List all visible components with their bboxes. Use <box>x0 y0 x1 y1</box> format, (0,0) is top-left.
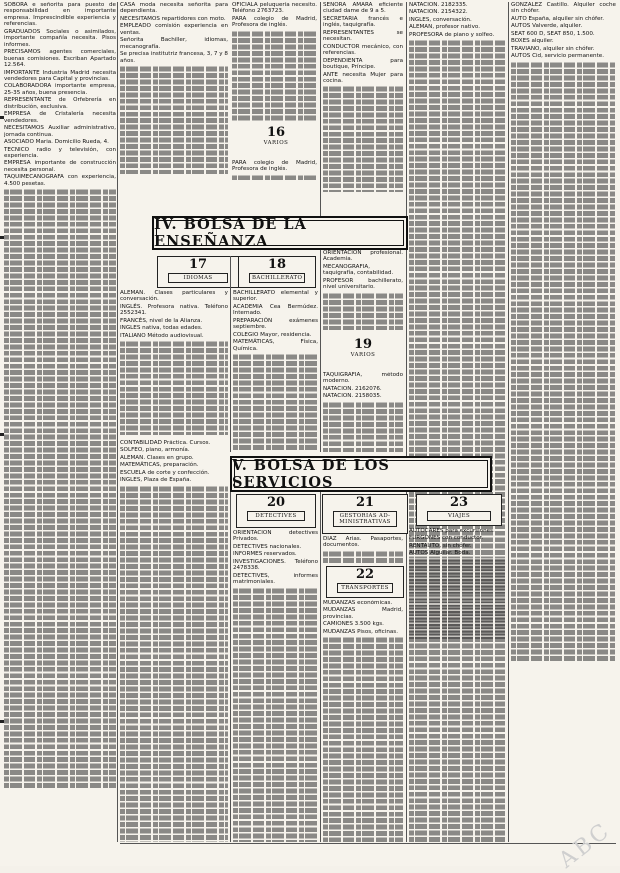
section-number: 16 <box>266 125 286 140</box>
list-item: DEPENDIENTA para boutique, Príncipe. <box>323 57 403 71</box>
list-item: TAQUIGRAFIA, método moderno. <box>323 372 403 385</box>
list-item: MATEMÁTICAS, preparación. <box>120 462 199 469</box>
list-item: ANTE necesita Mujer para cocina. <box>323 71 403 84</box>
list-item: ALEMAN, profesor nativo. <box>409 24 480 31</box>
section-19-header <box>328 338 398 368</box>
column-ensenanza-4 <box>120 440 228 842</box>
abc-watermark: ABC <box>554 817 616 873</box>
column-ensenanza-3 <box>323 250 403 330</box>
list-item: ORIENTACION detectives Privados. <box>233 530 318 543</box>
list-item: SOLFEO, piano, armonía. <box>120 447 190 454</box>
column-divider <box>508 2 509 842</box>
list-item: INFORMES reservados. <box>233 551 297 558</box>
list-item: CASA moda necesita señorita para dependienta. <box>120 2 228 15</box>
list-item: ALEMAN. Clases en grupo. <box>120 454 194 461</box>
section-number: 21 <box>355 495 375 510</box>
section-label: VARIOS <box>263 140 289 146</box>
list-item: AUTO España, alquiler sin chófer. <box>511 15 604 22</box>
section-label: DETECTIVES <box>247 511 305 521</box>
list-item: NECESITAMOS repartidores con moto. <box>120 15 226 22</box>
list-item: REPRESENTANTES se necesitan. <box>323 29 403 43</box>
list-item: NATACION. 2154322. <box>409 9 468 16</box>
list-item: IMPORTANTE Industria Madrid necesita vendedores para Capital y provincias. <box>4 69 116 82</box>
section-18-header <box>238 256 316 288</box>
column-6 <box>511 2 616 822</box>
list-item: ALEMÁN. Clases particulares y conversación. <box>120 290 228 303</box>
list-item: COLABORADORA importante empresa, 25-35 años, buena presencia. <box>4 83 116 96</box>
list-item: INGLES, Plaza de España. <box>120 477 192 484</box>
column-3b <box>232 160 317 180</box>
banner-title: IV. BOLSA DE LA ENSEÑANZA <box>154 216 307 250</box>
column-servicios-2b <box>323 600 403 842</box>
column-divider <box>320 250 321 452</box>
section-number: 20 <box>266 495 286 510</box>
margin-mark <box>0 236 4 239</box>
list-item: CONTABILIDAD Práctica. Cursos. <box>120 440 211 446</box>
section-label: GESTORIAS AD-MINISTRATIVAS <box>333 511 397 527</box>
list-item: AUTOS Alguilar. Boda. <box>409 550 471 557</box>
column-servicios-3 <box>409 528 505 842</box>
list-item: TAQUIMECANOGRAFA con experiencia, 4.500 pesetas. <box>4 174 116 187</box>
list-item: CONDUCTOR mecánico, con referencias. <box>323 43 403 57</box>
list-item: PARA colegio de Madrid, Profesora de inglés. <box>232 160 317 173</box>
list-item: OFICIALA peluquería necesito. Teléfono 2763723. <box>232 2 317 15</box>
list-item: DETECTIVES, informes matrimoniales. <box>233 572 318 586</box>
list-item: AUTOCARES para excursiones. <box>409 528 495 534</box>
list-item: EMPLEADO comisión experiencia en ventas. <box>120 23 228 36</box>
section-label: VIAJES <box>427 511 491 521</box>
section-number: 17 <box>188 257 208 272</box>
section-16-header <box>236 126 316 162</box>
list-item: INGLES nativa, todas edades. <box>120 325 203 332</box>
list-item: RENTAUTO, sin chófer. <box>409 542 472 549</box>
bottom-rule <box>120 843 616 844</box>
column-2 <box>120 2 228 174</box>
list-item: DETECTIVES nacionales. <box>233 543 302 550</box>
list-item: PROFESORA de piano y solfeo. <box>409 31 495 38</box>
section-label: BACHILLERATO <box>249 273 305 283</box>
list-item: COLEGIO Mayor, residencia. <box>233 331 312 338</box>
list-item: PARA colegio de Madrid, Profesora de inglés. <box>232 15 317 29</box>
margin-mark <box>0 720 4 723</box>
list-item: NATACION. 2182335. <box>409 2 468 8</box>
list-item: MUDANZAS Madrid, provincias. <box>323 607 403 620</box>
list-item: REPRESENTANTE de Orfebrería en distribución, esclusiva. <box>4 97 116 110</box>
section-number: 22 <box>355 567 375 582</box>
column-servicios-1 <box>233 530 318 842</box>
list-item: BACHILLERATO elemental y superior. <box>233 290 318 303</box>
column-ensenanza-1 <box>120 290 228 435</box>
list-item: SEÑORA AMARA eficiente ciudad dame de 9 a 5. <box>323 2 403 15</box>
column-divider <box>320 492 321 842</box>
section-number: 23 <box>449 495 469 510</box>
column-3 <box>232 2 317 122</box>
margin-mark <box>0 433 4 436</box>
banner-ensenanza <box>152 216 408 250</box>
list-item: ITALIANO Método audiovisual. <box>120 332 204 339</box>
column-4 <box>323 2 403 192</box>
list-item: Señorita Bachiller, idiomas, mecanografía. <box>120 37 228 50</box>
list-item: ESCUELA de corte y confección. <box>120 469 210 476</box>
list-item: NATACION. 2162076. <box>323 385 382 392</box>
list-item: SEAT 600 D, SEAT 850, 1.500. <box>511 30 595 37</box>
list-item: TECNICO radio y televisión, con experiencia. <box>4 146 116 159</box>
list-item: FRANCÉS, nivel de la Alianza. <box>120 317 203 324</box>
section-20-header <box>236 494 316 528</box>
banner-servicios <box>230 456 492 492</box>
section-23-header <box>416 494 502 526</box>
list-item: EMPRESA importante de construcción necesita personal. <box>4 160 116 173</box>
list-item: ACADEMIA Cea Bermúdez. Internado. <box>233 303 318 317</box>
list-item: PRECISAMOS agentes comerciales, buenas comisiones. Escriban Apartado 12.564. <box>4 49 116 69</box>
list-item: GONZALEZ Castillo. Alquiler coche sin chófer. <box>511 2 616 15</box>
column-ensenanza-2 <box>233 290 318 450</box>
list-item: PREPARACIÓN exámenes septiembre. <box>233 317 318 331</box>
column-divider <box>117 2 118 842</box>
section-number: 19 <box>353 337 373 352</box>
list-item: TRAVIANO, alquiler sin chófer. <box>511 45 595 52</box>
list-item: AUTOS Valverde, alquiler. <box>511 23 583 30</box>
list-item: SOBORA e señorita para puesto de responsabilidad en importante empresa. Imprescindible experiencia y referencias. <box>4 2 116 28</box>
list-item: CAMIONES 3.500 kgs. <box>323 621 384 628</box>
column-divider <box>406 2 407 842</box>
list-item: EMPRESA de Cristalería necesita vendedores. <box>4 111 116 124</box>
list-item: ASOCIADO Maria. Domicilio Rueda, 4. <box>4 139 109 146</box>
list-item: INVESTIGACIONES. Teléfono 2478338. <box>233 558 318 572</box>
list-item: DIAZ Arias. Pasaportes, documentos. <box>323 536 403 549</box>
section-label: TRANSPORTES <box>337 583 393 593</box>
column-divider <box>320 2 321 224</box>
list-item: PROFESOR bachillerato, nivel universitario. <box>323 277 403 291</box>
column-1 <box>4 2 116 822</box>
list-item: INGLÉS. Profesora nativa. Teléfono 2552341. <box>120 303 228 317</box>
section-21-header <box>322 494 408 534</box>
section-label: VARIOS <box>350 352 376 358</box>
list-item: MECANOGRAFIA, taquigrafía, contabilidad. <box>323 263 394 277</box>
list-item: Se precisa institutriz francesa, 3, 7 y 8 años. <box>120 51 228 64</box>
list-item: BOXES alquiler. <box>511 38 554 45</box>
section-17-header <box>157 256 239 288</box>
column-ensenanza-3b <box>323 372 403 452</box>
margin-mark <box>0 116 4 119</box>
list-item: SECRETARIA francés e inglés, taquigrafía. <box>323 15 403 29</box>
section-22-header <box>326 566 404 598</box>
list-item: INGLES, conversación. <box>409 16 472 23</box>
list-item: NECESITAMOS Auxiliar administrativo, jornada continua. <box>4 125 116 138</box>
list-item: FURGONES con conductor. <box>409 535 484 542</box>
list-item: MATEMÁTICAS, Física, Química. <box>233 339 318 352</box>
section-number: 18 <box>267 257 287 272</box>
list-item: MUDANZAS Pisos, oficinas. <box>323 628 398 635</box>
section-label: IDIOMAS <box>168 273 228 283</box>
column-divider <box>230 256 231 452</box>
column-divider <box>230 492 231 842</box>
list-item: GRADUADOS Sociales o asimilados, importante compañía necesita. Pisos informes. <box>4 28 116 48</box>
banner-title: V. BOLSA DE LOS SERVICIOS <box>232 457 390 491</box>
list-item: MUDANZAS económicas. <box>323 600 393 606</box>
list-item: ORIENTACION profesional. Academia. <box>323 250 403 263</box>
column-servicios-2 <box>323 536 403 564</box>
list-item: NATACION. 2158035. <box>323 393 382 400</box>
list-item: AUTOS Cid, servicio permanente. <box>511 53 605 60</box>
